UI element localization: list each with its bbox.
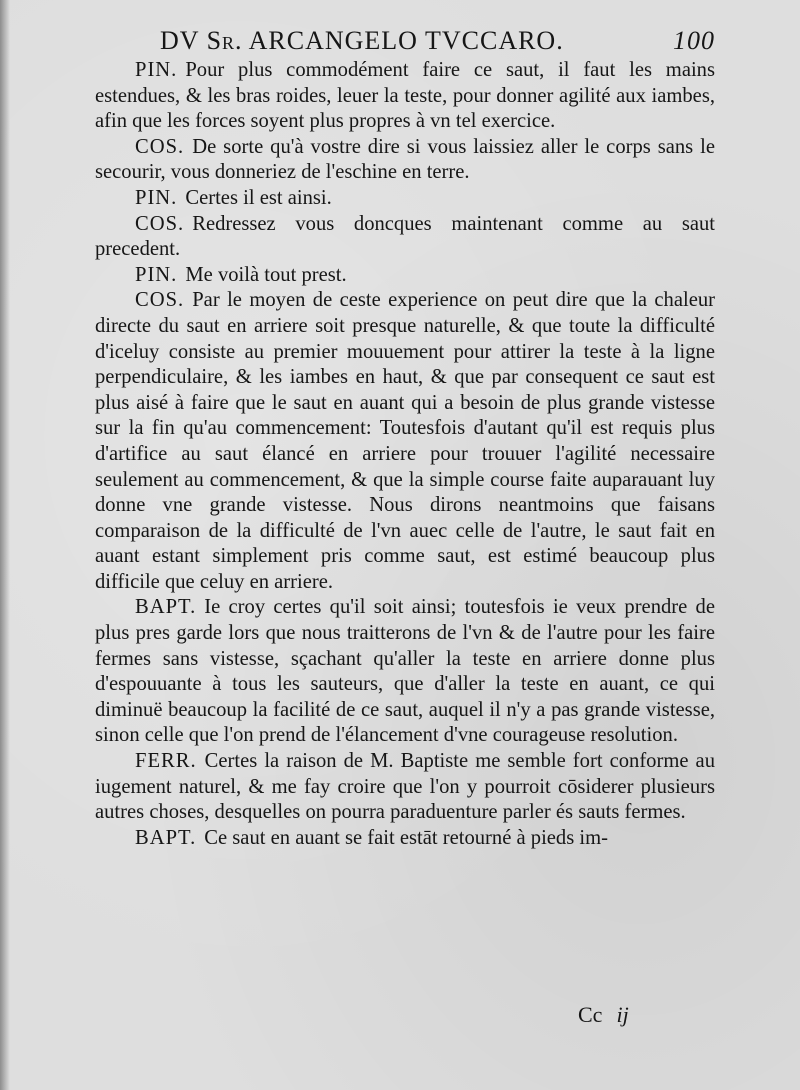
speaker-label: PIN. (135, 263, 178, 286)
paragraph-text: De sorte qu'à vostre dire si vous laissiez aller le corps sans le secourir, vous donneriez de l'eschine en terre. (95, 135, 715, 184)
dialogue-paragraph (95, 212, 715, 263)
paragraph-text: Me voilà tout prest. (185, 263, 347, 286)
speaker-label: COS. (135, 135, 185, 158)
speaker-label: COS. (135, 289, 185, 312)
paragraph-text: Ie croy certes qu'il soit ainsi; toutesfois ie veux prendre de plus pres garde lors que nous traitterons de l'vn & de l'autre pour les faire fermes sans vistesse, sçachant qu'aller la teste en arriere donne plus d'espouuante à tous les sauteurs, que d'aller la teste en auant, ce qui diminuë beaucoup la facilité de ce saut, auquel il n'y a pas grande vistesse, sinon celle que l'on prend de l'élancement d'vne courageuse resolution. (95, 596, 715, 747)
paragraph-text: Certes la raison de M. Baptiste me semble fort conforme au iugement naturel, & me fay croire que l'on y pourroit cōsiderer plusieurs autres choses, desquelles on pourra paraduenture parler és sauts fermes. (95, 750, 715, 824)
paragraph-text: Par le moyen de ceste experience on peut dire que la chaleur directe du saut en arriere soit presque naturelle, & que toute la difficulté d'iceluy consiste au premier mouuement pour attirer la teste à la ligne perpendiculaire, & les iambes en haut, & que par consequent ce saut est plus aisé à faire que le saut en auant qui a besoin de plus grande vistesse sur la fin qu'au commencement: Toutesfois d'autant qu'il est requis plus d'artifice au saut élancé en arriere pour trouuer l'agilité necessaire seulement au commencement, & que la simple course faite auparauant luy donne vne grande vistesse. Nous dirons neantmoins que faisans comparaison de la difficulté de l'vn auec celle de l'autre, le saut fait en auant estant simplement pris comme saut, est estimé beaucoup plus difficile que celuy en arriere. (95, 289, 715, 593)
dialogue-paragraph (95, 595, 715, 749)
speaker-label: BAPT. (135, 826, 197, 849)
dialogue-text (95, 58, 715, 851)
dialogue-paragraph (95, 263, 715, 289)
paragraph-text: Certes il est ainsi. (185, 186, 332, 209)
dialogue-paragraph (95, 135, 715, 186)
speaker-label: COS. (135, 212, 185, 235)
speaker-label: BAPT. (135, 596, 197, 619)
running-header (160, 26, 715, 62)
signature-letters: Cc (578, 1002, 603, 1027)
signature-mark (578, 1002, 629, 1028)
dialogue-paragraph (95, 58, 715, 135)
dialogue-paragraph (95, 288, 715, 595)
speaker-label: PIN. (135, 186, 178, 209)
paragraph-text: Ce saut en auant se fait estāt retourné à pieds im- (204, 826, 608, 849)
page-shadow-edge (0, 0, 10, 1090)
paragraph-text: Redressez vous doncques maintenant comme au saut precedent. (95, 212, 715, 261)
page-number: 100 (673, 26, 715, 55)
dialogue-paragraph (95, 186, 715, 212)
signature-number: ij (616, 1002, 629, 1027)
speaker-label: FERR. (135, 750, 197, 773)
paragraph-text: Pour plus commodément faire ce saut, il faut les mains estendues, & les bras roides, leuer la teste, pour donner agilité aux iambes, afin que les forces soyent plus propres à vn tel exercice. (95, 59, 715, 133)
dialogue-paragraph (95, 826, 715, 852)
running-title: DV Sr. ARCANGELO TVCCARO. (160, 26, 564, 55)
dialogue-paragraph (95, 749, 715, 826)
speaker-label: PIN. (135, 59, 178, 81)
